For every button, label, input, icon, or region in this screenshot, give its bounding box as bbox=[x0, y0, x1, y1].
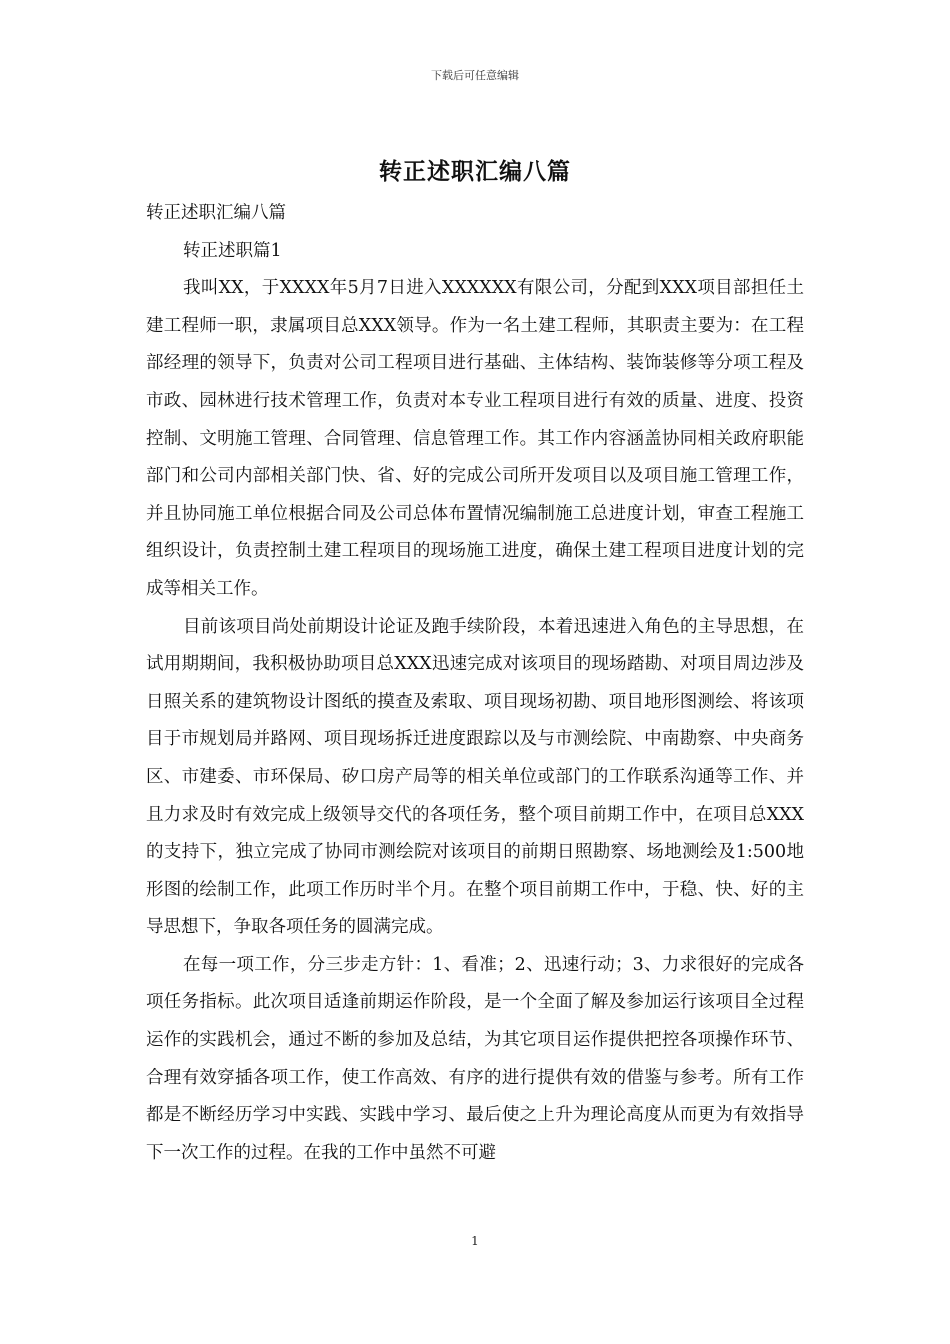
document-subtitle: 转正述职汇编八篇 bbox=[146, 203, 286, 223]
body-paragraph-3: 在每一项工作，分三步走方针：1、看准；2、迅速行动；3、力求很好的完成各项任务指标。此次项目适逢前期运作阶段，是一个全面了解及参加运行该项目全过程运作的实践机会，通过不断的参加及总结，为其它项目运作提供把控各项操作环节、合理有效穿插各项工作，使工作高效、有序的进行提供有效的借鉴与参考。所有工作都是不断经历学习中实践、实践中学习、最后使之上升为理论高度从而更为有效指导下一次工作的过程。在我的工作中虽然不可避 bbox=[146, 954, 804, 1163]
document-title: 转正述职汇编八篇 bbox=[379, 158, 571, 185]
page-header-note: 下载后可任意编辑 bbox=[431, 69, 519, 82]
body-paragraph-1: 我叫XX，于XXXX年5月7日进入XXXXXX有限公司，分配到XXX项目部担任土建工程师一职，隶属项目总XXX领导。作为一名土建工程师，其职责主要为：在工程部经理的领导下，负责对公司工程项目进行基础、主体结构、装饰装修等分项工程及市政、园林进行技术管理工作，负责对本专业工程项目进行有效的质量、进度、投资控制、文明施工管理、合同管理、信息管理工作。其工作内容涵盖协同相关政府职能部门和公司内部相关部门快、省、好的完成公司所开发项目以及项目施工管理工作，并且协同施工单位根据合同及公司总体布置情况编制施工总进度计划，审查工程施工组织设计，负责控制土建工程项目的现场施工进度，确保土建工程项目进度计划的完成等相关工作。 bbox=[146, 278, 804, 599]
body-paragraph-2: 目前该项目尚处前期设计论证及跑手续阶段，本着迅速进入角色的主导思想，在试用期期间，我积极协助项目总XXX迅速完成对该项目的现场踏勘、对项目周边涉及日照关系的建筑物设计图纸的摸查及索取、项目现场初勘、项目地形图测绘、将该项目于市规划局并路网、项目现场拆迁进度跟踪以及与市测绘院、中南勘察、中央商务区、市建委、市环保局、矽口房产局等的相关单位或部门的工作联系沟通等工作、并且力求及时有效完成上级领导交代的各项任务，整个项目前期工作中，在项目总XXX的支持下，独立完成了协同市测绘院对该项目的前期日照勘察、场地测绘及1:500地形图的绘制工作，此项工作历时半个月。在整个项目前期工作中，于稳、快、好的主导思想下，争取各项任务的圆满完成。 bbox=[146, 616, 804, 938]
section-heading: 转正述职篇1 bbox=[183, 240, 282, 261]
document-body bbox=[146, 195, 804, 1172]
page-number: 1 bbox=[471, 1234, 479, 1248]
